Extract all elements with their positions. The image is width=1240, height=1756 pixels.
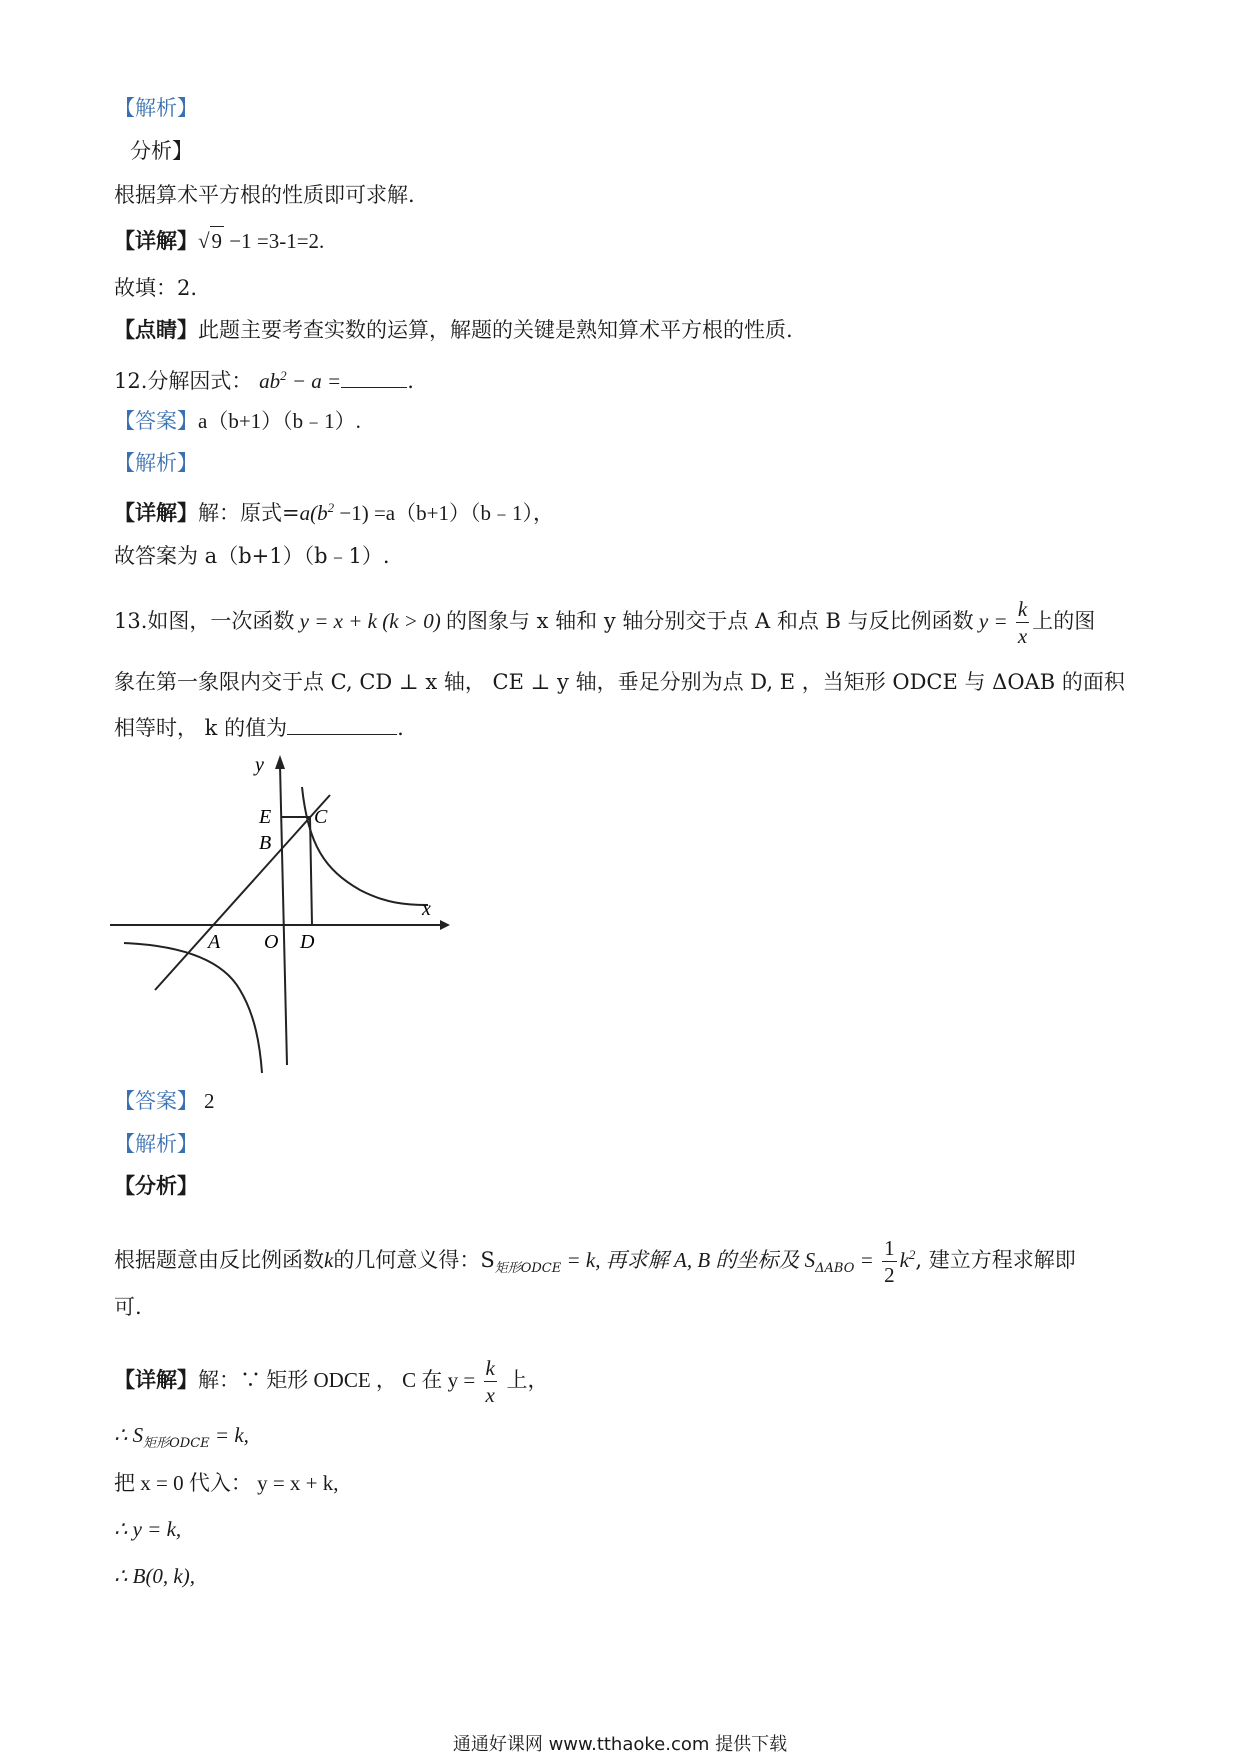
detail-line-q12 bbox=[114, 494, 554, 527]
q12-prefix: 12.分解因式： bbox=[114, 369, 253, 393]
detail-result: −1) =a（b+1）（b﹣1）， bbox=[334, 501, 554, 525]
q13-tail: 上的图 bbox=[1032, 609, 1096, 633]
answer-tag: 【答案】 bbox=[114, 1089, 198, 1113]
q13-fraction: $\frac{k}{x}$ bbox=[1017, 597, 1028, 648]
analysis-b: 的几何意义得：S bbox=[333, 1248, 495, 1272]
conclusion-q12: 故答案为 a（b+1）（b﹣1）. bbox=[114, 544, 390, 568]
label-a: A bbox=[208, 931, 221, 953]
comment-tag: 【点睛】 bbox=[114, 317, 198, 342]
analysis-sub1: 矩形ODCE bbox=[494, 1261, 562, 1277]
detail-fraction: $\frac{k}{x}$ bbox=[485, 1356, 495, 1407]
analysis-text-q13-line2: 可. bbox=[114, 1295, 142, 1319]
q13-inverse-fn: y = bbox=[973, 609, 1013, 633]
step-2: 把 x = 0 代入： y = x + k, bbox=[114, 1471, 339, 1495]
section-tag-analysis-q12: 【解析】 bbox=[114, 451, 198, 475]
answer-tag: 【答案】 bbox=[114, 409, 198, 433]
question-13-line2: 象在第一象限内交于点 C, CD ⊥ x 轴， CE ⊥ y 轴，垂足分别为点 D, E ，当矩形 ODCE 与 ΔOAB 的面积 bbox=[114, 670, 1125, 694]
detail-line-q11: 【详解】√9 −1 =3-1=2. bbox=[114, 228, 325, 253]
label-x: x bbox=[422, 898, 431, 920]
detail-line-q13 bbox=[114, 1355, 549, 1408]
label-c: C bbox=[314, 806, 328, 828]
q12-tail: − a = bbox=[286, 369, 342, 393]
detail-exp: 2 bbox=[327, 500, 335, 515]
q13-blank bbox=[287, 716, 397, 735]
comment-line-q11 bbox=[114, 316, 793, 344]
analysis-text: 根据算术平方根的性质即可求解. bbox=[114, 183, 415, 207]
q13-intro: 13.如图，一次函数 bbox=[114, 609, 295, 633]
q13-ask: 相等时， k 的值为 bbox=[114, 716, 288, 740]
detail-rest: −1 =3-1=2. bbox=[224, 229, 325, 253]
y-axis bbox=[280, 765, 287, 1065]
fill-answer-q11: 故填：2. bbox=[114, 276, 198, 300]
question-12 bbox=[114, 362, 414, 395]
radicand: 9 bbox=[210, 226, 225, 255]
detail-tag: 【详解】 bbox=[114, 228, 198, 253]
q13-ask-end: . bbox=[397, 716, 404, 740]
analysis-d: = bbox=[854, 1248, 880, 1272]
y-axis-arrow bbox=[275, 755, 285, 769]
analysis-esup: 2 bbox=[908, 1247, 916, 1262]
answer-line-q12 bbox=[114, 407, 361, 435]
analysis-sub2: ΔABO bbox=[815, 1261, 855, 1277]
page-footer: 通通好课网 www.tthaoke.com 提供下载 bbox=[452, 1734, 788, 1755]
answer-line-q13 bbox=[114, 1087, 215, 1115]
analysis-tag-q13: 【分析】 bbox=[114, 1173, 198, 1198]
question-13-line3 bbox=[114, 714, 404, 742]
analysis-e: k bbox=[899, 1248, 909, 1272]
question-13-line1 bbox=[114, 596, 1095, 649]
step-4: ∴ B(0, k), bbox=[114, 1564, 195, 1588]
analysis-k: k bbox=[324, 1248, 334, 1272]
q12-expr: ab bbox=[259, 369, 281, 393]
detail-tag: 【详解】 bbox=[114, 500, 198, 525]
section-tag-analysis-q13: 【解析】 bbox=[114, 1132, 198, 1156]
analysis-fraction: $\frac{1}{2}$ bbox=[884, 1236, 895, 1287]
step-3: ∴ y = k, bbox=[114, 1517, 182, 1541]
detail-intro: 解：原式= bbox=[198, 501, 300, 525]
hyperbola-branch-q3 bbox=[124, 943, 262, 1073]
analysis-c: = k, 再求解 A, B 的坐标及 S bbox=[561, 1248, 816, 1272]
q12-blank bbox=[341, 369, 407, 388]
detail-tag: 【详解】 bbox=[114, 1367, 198, 1392]
q13-linear-fn: y = x + k (k > 0) bbox=[294, 609, 446, 633]
analysis-a: 根据题意由反比例函数 bbox=[114, 1248, 324, 1272]
q12-end: . bbox=[407, 369, 414, 393]
step-1: ∴ $S_{矩形ODCE} = k$, bbox=[114, 1423, 249, 1452]
label-b: B bbox=[259, 832, 272, 854]
detail-expr: a(b bbox=[299, 501, 328, 525]
analysis-text-q13 bbox=[114, 1235, 1076, 1288]
section-tag-analysis: 【解析】 bbox=[114, 96, 198, 120]
answer-text: a（b+1）（b﹣1）. bbox=[198, 409, 361, 433]
analysis-f: , 建立方程求解即 bbox=[915, 1248, 1076, 1272]
q13-desc: 的图象与 x 轴和 y 轴分别交于点 A 和点 B 与反比例函数 bbox=[445, 609, 974, 633]
analysis-heading: 分析】 bbox=[130, 139, 193, 163]
x-axis-arrow bbox=[440, 920, 450, 930]
comment-text: 此题主要考查实数的运算，解题的关键是熟知算术平方根的性质. bbox=[198, 318, 793, 342]
linear-function-line bbox=[155, 795, 330, 990]
answer-text: 2 bbox=[204, 1089, 215, 1113]
detail-tail: 上， bbox=[499, 1368, 549, 1392]
label-y: y bbox=[255, 755, 264, 776]
q12-exp: 2 bbox=[280, 368, 287, 383]
label-o: O bbox=[264, 931, 279, 953]
label-e: E bbox=[259, 806, 272, 828]
function-graph-figure bbox=[110, 755, 450, 1075]
detail-intro: 解：∵ 矩形 ODCE ， C 在 y = bbox=[198, 1368, 481, 1392]
label-d: D bbox=[300, 931, 315, 953]
